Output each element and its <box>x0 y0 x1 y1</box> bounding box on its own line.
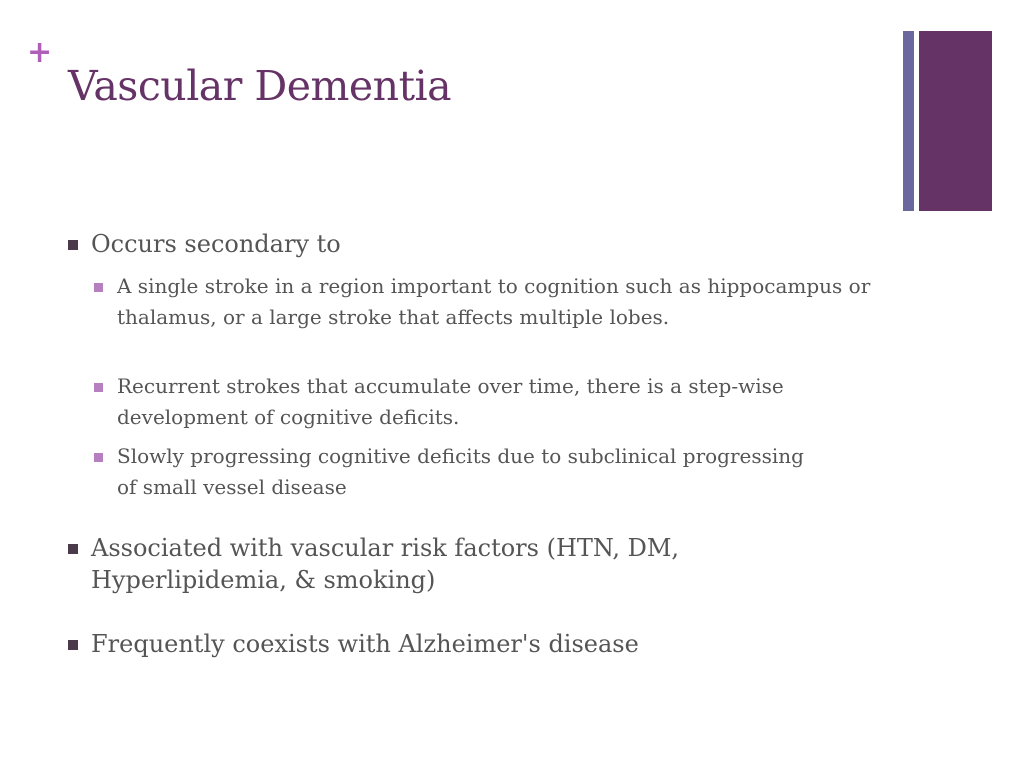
bullet-square-icon <box>68 544 78 554</box>
sub-bullet-square-icon <box>94 453 103 462</box>
sub-bullet-square-icon <box>94 383 103 392</box>
bullet-text: Associated with vascular risk factors (HTN, DM, Hyperlipidemia, & smoking) <box>91 534 680 594</box>
bullet-square-icon <box>68 240 78 250</box>
bullet-square-icon <box>68 640 78 650</box>
sub-bullet-text: Slowly progressing cognitive deficits due to subclinical progressing of small vessel disease <box>117 444 804 499</box>
sub-bullet-text: Recurrent strokes that accumulate over time, there is a step-wise development of cognitive deficits. <box>117 374 784 429</box>
bullet-text: Frequently coexists with Alzheimer's disease <box>91 630 639 658</box>
plus-icon: + <box>27 35 53 70</box>
sub-bullet-square-icon <box>94 283 103 292</box>
slide-title: Vascular Dementia <box>68 62 452 110</box>
decorative-bar-thin <box>903 31 914 211</box>
bullet-text: Occurs secondary to <box>91 230 341 258</box>
decorative-bar-thick <box>919 31 992 211</box>
sub-bullet-text: A single stroke in a region important to cognition such as hippocampus or thalamus, or a large stroke that affects multiple lobes. <box>117 274 871 329</box>
